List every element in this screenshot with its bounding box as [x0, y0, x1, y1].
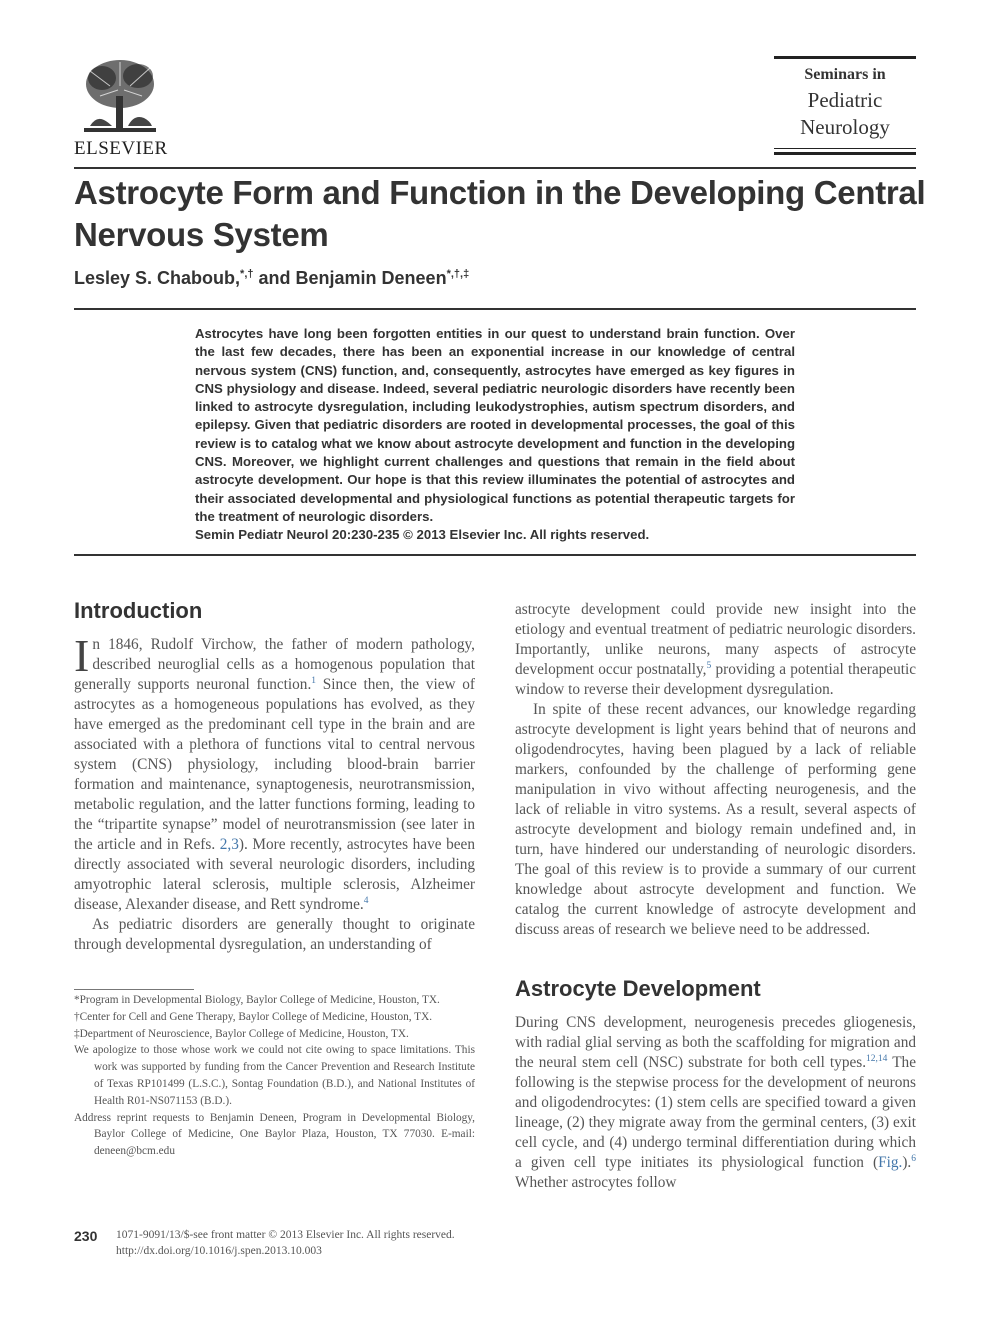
journal-series: Seminars in — [804, 66, 886, 83]
footnote-correspondence: Address reprint requests to Benjamin Deneen, Program in Developmental Biology, Baylor College of Medicine, One Baylor Plaza, Houston, TX 77030. E-mail: deneen@bcm.edu — [74, 1111, 475, 1158]
dev-p1-text-a: During CNS development, neurogenesis precedes gliogenesis, with radial glial serving as both the scaffolding for migration and the neural stem cell (NSC) substrate for both cell types. — [515, 1014, 916, 1071]
reference-link[interactable]: 6 — [911, 1153, 916, 1164]
doi-link[interactable]: http://dx.doi.org/10.1016/j.spen.2013.10.003 — [116, 1245, 322, 1257]
elsevier-logo — [74, 56, 166, 160]
journal-name-line2: Neurology — [800, 115, 890, 139]
author-2: and Benjamin Deneen — [253, 268, 447, 288]
astrocyte-development-body — [515, 1013, 916, 1193]
masthead-rule-top — [774, 56, 916, 59]
intro-paragraph-1 — [74, 630, 476, 915]
abstract: Astrocytes have long been forgotten entities in our quest to understand brain function. Over the last few decades, there has been an exponential increase in our knowledge of central nervous system (CNS) function, and, consequently, astrocytes have emerged as key figures in CNS physiology and disease. Indeed, several pediatric neurologic disorders have recently been linked to astrocyte dysregulation, including leukodystrophies, autism spectrum disorders, and epilepsy. Given that pediatric disorders are rooted in developmental processes, the goal of this review is to catalog what we know about astrocyte development and function in the developing CNS. Moreover, we highlight current challenges and questions that remain in the field about astrocyte development. Our hope is that this review illuminates the potential of astrocytes and their associated developmental and physiological functions as potential therapeutic targets for the treatment of neurologic disorders. — [195, 326, 795, 524]
journal-name-line1: Pediatric — [807, 88, 883, 112]
right-paragraph-2: In spite of these recent advances, our knowledge regarding astrocyte development is light years behind that of neurons and oligodendrocytes, having been plagued by a lack of reliable markers, confounded by the challenge of performing gene manipulation in vivo without affecting neurogenesis, and the lack of reliable in vitro systems. As a result, several aspects of astrocyte development and biology remain undefined and, in turn, have hindered our understanding of neurologic disorders. The goal of this review is to provide a summary of our current knowledge about astrocyte development and function. We catalog the current knowledge of astrocyte development and discuss areas of research we believe need to be addressed. — [515, 701, 916, 938]
intro-paragraph-2: As pediatric disorders are generally thought to originate through developmental dysregulation, an understanding of — [74, 916, 475, 953]
right-p1-text-a: astrocyte development could provide new insight into the etiology and eventual treatment of pediatric neurologic disorders. Importantly, unlike neurons, many aspects of astrocyte development occur postnatally, — [515, 601, 916, 678]
intro-p1-text-a: n 1846, Rudolf Virchow, the father of modern pathology, described neuroglial cells as a homogenous population that generally supports neuronal function. — [74, 636, 475, 693]
copyright-line: 1071-9091/13/$-see front matter © 2013 Elsevier Inc. All rights reserved. — [116, 1229, 455, 1241]
author-list — [74, 268, 469, 289]
masthead-rule-bottom-thin — [774, 148, 916, 149]
dev-p1-text-c: ). — [902, 1154, 912, 1171]
footnote-rule — [74, 989, 194, 990]
drop-cap: I — [74, 630, 90, 681]
reference-link[interactable]: 12,14 — [866, 1053, 888, 1064]
title-rule — [74, 167, 916, 169]
abstract-rule-top — [74, 308, 916, 310]
figure-link[interactable]: Fig. — [878, 1154, 903, 1171]
introduction-heading: Introduction — [74, 598, 203, 623]
astrocyte-development-heading: Astrocyte Development — [515, 976, 761, 1001]
reference-link[interactable]: 4 — [363, 895, 369, 906]
development-paragraph-1 — [515, 1013, 916, 1193]
author-2-affiliation-marks: *,†,‡ — [446, 268, 470, 280]
introduction-body — [74, 630, 476, 955]
journal-masthead — [774, 56, 916, 156]
elsevier-tree-icon — [80, 56, 160, 138]
right-p1-text-b: providing a potential therapeutic window to reverse their development dysregulation. — [515, 661, 917, 698]
intro-p1-text-c: ). More recently, astrocytes have been directly associated with several neurologic disorders, including amyotrophic lateral sclerosis, multiple sclerosis, Alzheimer disease, Alexander disease, and Rett syndrome. — [74, 836, 475, 913]
journal-citation: Semin Pediatr Neurol 20:230-235 © 2013 Elsevier Inc. All rights reserved. — [195, 527, 650, 542]
page-number: 230 — [74, 1228, 98, 1244]
author-1: Lesley S. Chaboub, — [74, 268, 241, 288]
footnotes — [74, 992, 475, 1160]
dev-p1-text-b: The following is the stepwise process for the development of neurons and oligodendrocytes: (1) stem cells are specified toward a given lineage, (2) they migrate away from the germinal centers, (3) exit cell cycle, and (4) undergo terminal differentiation during which a given cell type initiates its physiological function ( — [515, 1054, 916, 1171]
right-column-body — [515, 600, 916, 940]
dev-p1-text-d: Whether astrocytes follow — [515, 1174, 677, 1191]
footnote-affiliation-3: ‡Department of Neuroscience, Baylor College of Medicine, Houston, TX. — [74, 1027, 409, 1040]
masthead-rule-bottom-thick — [774, 152, 916, 155]
reference-link[interactable]: 1 — [311, 675, 317, 686]
footnote-funding: We apologize to those whose work we could not cite owing to space limitations. This work was supported by funding from the Cancer Prevention and Research Institute of Texas RP101499 (L.S.C.), Sontag Foundation (B.D.), and National Institutes of Health R01-NS071153 (B.D.). — [74, 1044, 475, 1107]
right-paragraph-1 — [515, 600, 916, 700]
footnote-affiliation-2: †Center for Cell and Gene Therapy, Baylor College of Medicine, Houston, TX. — [74, 1010, 433, 1023]
intro-p1-text-b: Since then, the view of astrocytes as a homogeneous populations has evolved, as they have emerged as the predominant cell type in the brain and are associated with a plethora of functions vital to central nervous system (CNS) physiology, including blood-brain barrier formation and maintenance, synaptogenesis, neurotransmission, metabolic regulation, and the latter functions forming, leading to the “tripartite synapse” model of neurotransmission (see later in the article and in Refs. — [74, 676, 476, 853]
publisher-name: ELSEVIER — [74, 138, 168, 159]
article-title: Astrocyte Form and Function in the Developing Central Nervous System — [74, 174, 926, 253]
footnote-affiliation-1: *Program in Developmental Biology, Baylor College of Medicine, Houston, TX. — [74, 994, 440, 1006]
reference-link[interactable]: 2,3 — [219, 836, 239, 853]
author-1-affiliation-marks: *,† — [240, 268, 254, 280]
abstract-rule-bottom — [74, 554, 916, 556]
reference-link[interactable]: 5 — [706, 660, 712, 671]
